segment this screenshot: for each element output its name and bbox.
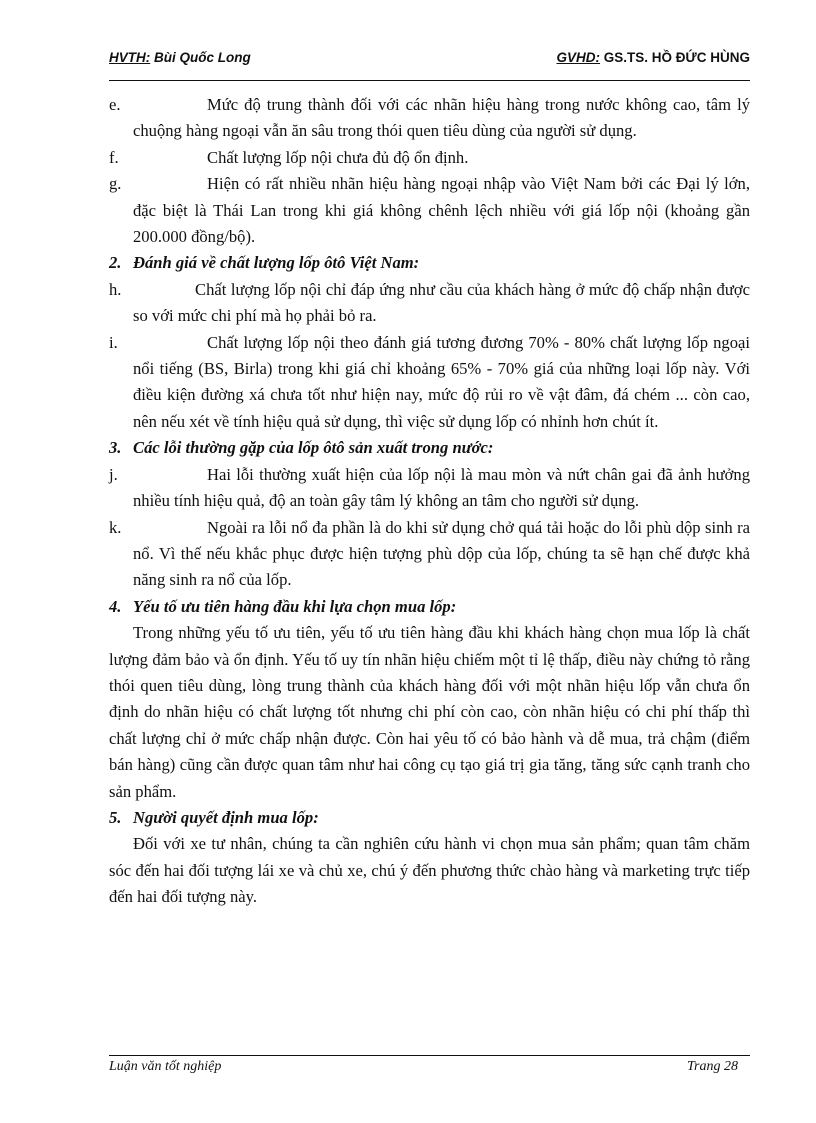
list-item — [109, 462, 750, 515]
page-header — [109, 50, 750, 72]
item-text: Chất lượng lốp nội theo đánh giá tương đương 70% - 80% chất lượng lốp ngoại nổi tiếng (BS, Birla) trong khi giá chỉ khoảng 65% - 70% giá của những loại lốp này. Với điều kiện đường xá chưa tốt như hiện nay, mức độ rủi ro về vật đâm, đá chém ... còn cao, nên nếu xét về tính hiệu quả sử dụng, thì việc sử dụng lốp có nhỉnh hơn chút ít. — [133, 332, 750, 431]
heading-text: Các lỗi thường gặp của lốp ôtô sản xuất trong nước: — [133, 438, 494, 458]
student-info — [109, 50, 251, 65]
heading-number: 5. — [109, 807, 122, 827]
page-body — [109, 92, 750, 911]
advisor-label: GVHD: — [556, 50, 601, 65]
item-text: Chất lượng lốp nội chưa đủ độ ổn định. — [207, 147, 469, 167]
item-text: Chất lượng lốp nội chỉ đáp ứng như cầu của khách hàng ở mức độ chấp nhận được so với mức chi phí mà họ phải bỏ ra. — [133, 279, 750, 326]
item-text: Mức độ trung thành đối với các nhãn hiệu hàng trong nước không cao, tâm lý chuộng hàng ngoại vẫn ăn sâu trong thói quen tiêu dùng của người sử dụng. — [133, 95, 750, 141]
item-marker: j. — [109, 464, 118, 484]
section-heading — [109, 594, 750, 620]
heading-text: Yếu tố ưu tiên hàng đầu khi lựa chọn mua lốp: — [133, 596, 457, 616]
list-item — [109, 515, 750, 594]
list-item — [109, 330, 750, 436]
heading-number: 4. — [109, 596, 122, 616]
item-text: Ngoài ra lỗi nổ đa phần là do khi sử dụng chở quá tải hoặc do lỗi phù dộp sinh ra nổ. Vì thế nếu khắc phục được hiện tượng phù dộp của lốp, chúng ta sẽ hạn chế được khả năng sinh ra nổ của lốp. — [133, 517, 750, 590]
item-marker: i. — [109, 332, 118, 352]
item-text: Hiện có rất nhiều nhãn hiệu hàng ngoại nhập vào Việt Nam bởi các Đại lý lớn, đặc biệt là Thái Lan trong khi giá không chênh lệch nhiều với giá lốp nội (khoảng gần 200.000 đồng/bộ). — [133, 174, 750, 247]
item-marker: h. — [109, 279, 122, 299]
paragraph: Trong những yếu tố ưu tiên, yếu tố ưu tiên hàng đầu khi khách hàng chọn mua lốp là chất lượng đảm bảo và ổn định. Yếu tố uy tín nhãn hiệu chiếm một tỉ lệ thấp, điều này chứng tỏ rằng thói quen tiêu dùng, lòng trung thành của khách hàng đối với một nhãn hiệu lốp vẫn chưa ổn định do nhãn hiệu có chất lượng tốt nhưng chi phí còn cao, còn nhãn hiệu có chi phí thấp thì chất lượng chỉ ở mức chấp nhận được. Còn hai yêu tố có bảo hành và dễ mua, trả chậm (điểm bán hàng) cũng cần được quan tâm như hai công cụ tạo giá trị gia tăng, tăng sức cạnh tranh cho sản phẩm. — [109, 623, 750, 801]
list-item — [109, 92, 750, 145]
section-heading — [109, 250, 750, 276]
heading-text: Đánh giá về chất lượng lốp ôtô Việt Nam: — [133, 253, 420, 273]
item-marker: f. — [109, 147, 119, 167]
item-marker: k. — [109, 517, 122, 537]
footer-title: Luận văn tốt nghiệp — [109, 1059, 222, 1074]
advisor-info — [557, 50, 750, 65]
heading-number: 2. — [109, 253, 122, 273]
heading-number: 3. — [109, 438, 122, 458]
student-name: Bùi Quốc Long — [154, 50, 251, 65]
paragraph: Đối với xe tư nhân, chúng ta cần nghiên cứu hành vi chọn mua sản phẩm; quan tâm chăm sóc đến hai đối tượng lái xe và chủ xe, chú ý đến phương thức chào hàng và marketing trực tiếp đến hai đối tượng này. — [109, 834, 750, 907]
item-marker: g. — [109, 174, 122, 194]
section-heading — [109, 805, 750, 831]
heading-text: Người quyết định mua lốp: — [133, 807, 319, 827]
item-text: Hai lỗi thường xuất hiện của lốp nội là mau mòn và nứt chân gai đã ảnh hưởng nhiều tính hiệu quả, độ an toàn gây tâm lý không an tâm cho người sử dụng. — [133, 464, 750, 511]
list-item — [109, 171, 750, 250]
list-item — [109, 145, 750, 171]
item-marker: e. — [109, 95, 121, 114]
list-item — [109, 277, 750, 330]
page-footer — [109, 1059, 750, 1075]
page-number: Trang 28 — [687, 1059, 738, 1074]
advisor-name: GS.TS. HỒ ĐỨC HÙNG — [603, 50, 750, 65]
header-rule — [109, 80, 750, 81]
section-heading — [109, 435, 750, 461]
student-label: HVTH: — [109, 50, 151, 65]
footer-rule — [109, 1055, 750, 1056]
